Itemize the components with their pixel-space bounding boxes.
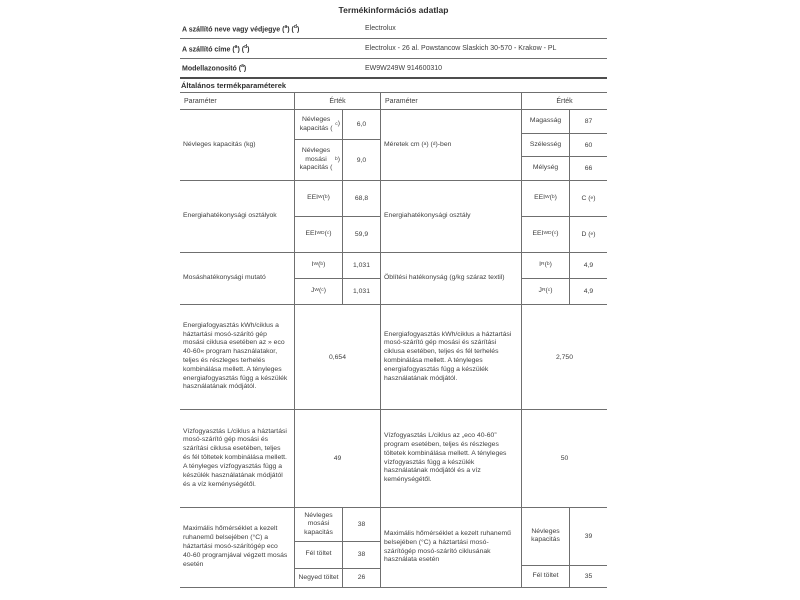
row-capacity-dimensions	[180, 110, 607, 181]
model-identifier-value: EW9W249W 914600310	[365, 64, 443, 72]
param-cell: Névleges kapacitás (kg)	[180, 110, 295, 180]
model-identifier-label: Modellazonosító ($^a$)	[182, 63, 247, 73]
row-max-temperature	[180, 508, 607, 588]
datasheet-document	[180, 0, 607, 588]
sub-label-cell: EEI W ( b )	[295, 181, 343, 216]
sub-label-cell: EEI W ( b )	[522, 181, 570, 216]
sub-label-cell: J R ( c )	[522, 279, 570, 304]
sub-label-cell: Névleges kapacitás	[522, 508, 570, 565]
value-cell: 68,8	[354, 195, 369, 202]
value-cell: D ( e )	[581, 231, 596, 238]
value-cell: 35	[584, 572, 593, 580]
value-cell: 87	[584, 117, 593, 125]
sub-row	[295, 278, 380, 304]
row-energy-efficiency	[180, 181, 607, 253]
row-efficiency-index	[180, 253, 607, 305]
sub-label-cell: EEI WD ( c )	[522, 217, 570, 252]
sub-row	[295, 216, 380, 252]
supplier-name-row	[180, 19, 607, 39]
value-cell: 38	[357, 520, 366, 528]
param-cell: Maximális hőmérséklet a kezelt ruhanemű belsejében (°C) a háztartási mosó-szárítógép mosó-szárító ciklusának használata esetén	[380, 508, 522, 587]
sub-row	[522, 156, 607, 180]
header-value-left: Érték	[329, 97, 346, 105]
param-cell: Maximális hőmérséklet a kezelt ruhanemű belsejében (°C) a háztartási mosó-szárítógép eco 40-60 programjával végzett mosás esetén	[180, 508, 295, 587]
value-cell: 1,031	[352, 262, 370, 269]
param-cell: Vízfogyasztás L/ciklus a háztartási mosó-szárító gép mosási és szárítási ciklusa esetében, teljes és fél töltetek kombinálása mellett. A tényleges vízfogyasztás függ a készülék használatának módjától és a víz keménységétől.	[180, 410, 295, 507]
value-cell: 4,9	[583, 262, 594, 269]
sub-row	[522, 278, 607, 304]
param-cell: Vízfogyasztás L/ciklus az „eco 40-60” program esetében, teljes és részleges töltetek kombinálása mellett. A tényleges vízfogyasztás függ a készülék használatának módjától és a víz keménységétől.	[380, 410, 522, 507]
sub-row	[295, 305, 380, 409]
sub-row	[522, 253, 607, 278]
sub-label-cell: Szélesség	[522, 134, 570, 157]
param-cell: Öblítési hatékonyság (g/kg száraz textil)	[380, 253, 522, 304]
supplier-name-label: A szállító neve vagy védjegye ($^a$) ($^d$)	[182, 23, 300, 34]
supplier-address-label: A szállító címe ($^a$) ($^d$)	[182, 43, 250, 54]
sub-row	[522, 181, 607, 216]
value-cell: 38	[357, 551, 366, 559]
header-value-right: Érték	[556, 97, 573, 105]
supplier-address-row	[180, 39, 607, 59]
table-header-row	[180, 92, 607, 110]
value-cell: 0,654	[328, 353, 346, 361]
value-cell: 2,750	[555, 353, 573, 361]
supplier-address-value: Electrolux - 26 al. Powstancow Slaskich 30-570 - Krakow - PL	[365, 45, 557, 52]
sub-label-cell: Negyed töltet	[295, 569, 343, 587]
param-cell: Energiahatékonysági osztályok	[180, 181, 295, 252]
sub-row	[295, 110, 380, 139]
general-parameters-table	[180, 92, 607, 588]
value-cell: 60	[584, 141, 593, 149]
param-cell: Energiafogyasztás kWh/ciklus a háztartási mosó-szárító gép mosási és szárítási ciklusa esetében, teljes és fél terhelés kombinálása mellett. A tényleges energiafogyasztás függ a készülék használatának módjától.	[380, 305, 522, 409]
sub-label-cell: I R ( b )	[522, 253, 570, 278]
sub-row	[295, 253, 380, 278]
sub-label-cell: Névleges mosási kapacitás ( b )	[295, 140, 343, 180]
value-cell: 6,0	[356, 121, 367, 129]
sub-label-cell: Névleges mosási kapacitás	[295, 508, 343, 541]
header-parameter-left: Paraméter	[180, 93, 295, 109]
sub-row	[522, 305, 607, 409]
row-energy-consumption	[180, 305, 607, 410]
sub-row	[522, 216, 607, 252]
sub-row	[295, 139, 380, 180]
document-title: Termékinformációs adatlap	[338, 5, 449, 15]
value-cell: C ( e )	[581, 195, 596, 202]
value-cell: 4,9	[583, 288, 594, 295]
model-identifier-row	[180, 59, 607, 79]
value-cell: 59,9	[354, 231, 369, 238]
sub-label-cell: J W ( c )	[295, 279, 343, 304]
value-cell: 26	[357, 574, 366, 582]
sub-label-cell: Névleges kapacitás ( c )	[295, 110, 343, 139]
value-cell: 49	[333, 455, 342, 462]
sub-row	[522, 508, 607, 565]
supplier-table	[180, 19, 607, 79]
param-cell: Méretek cm ( a ) ( d )-ben	[380, 110, 522, 180]
sub-label-cell: EEI WD ( c )	[295, 217, 343, 252]
sub-row	[522, 133, 607, 157]
sub-row	[295, 568, 380, 587]
param-cell: Energiahatékonysági osztály	[380, 181, 522, 252]
sub-label-cell: Magasság	[522, 110, 570, 133]
value-cell: 9,0	[356, 156, 367, 164]
sub-row	[522, 565, 607, 587]
value-cell: 66	[584, 165, 593, 173]
value-cell: 1,031	[352, 288, 370, 295]
sub-label-cell: Mélység	[522, 157, 570, 180]
sub-label-cell: Fél töltet	[522, 566, 570, 587]
row-water-consumption	[180, 410, 607, 508]
supplier-name-value: Electrolux	[365, 25, 396, 32]
sub-row	[522, 410, 607, 507]
sub-label-cell: I W ( b )	[295, 253, 343, 278]
sub-row	[295, 508, 380, 541]
param-cell: Energiafogyasztás kWh/ciklus a háztartási mosó-szárító gép mosási ciklusa esetében az » eco 40-60« program használatakor, teljes és részleges terhelés kombinálása mellett. A tényleges energiafogyasztás függ a készülék használatának módjától.	[180, 305, 295, 409]
value-cell: 39	[584, 532, 593, 540]
section-heading: Általános termékparaméterek	[181, 81, 287, 90]
sub-row	[295, 181, 380, 216]
sub-row	[522, 110, 607, 133]
sub-label-cell: Fél töltet	[295, 542, 343, 568]
param-cell: Mosáshatékonysági mutató	[180, 253, 295, 304]
sub-row	[295, 541, 380, 568]
sub-row	[295, 410, 380, 507]
value-cell: 50	[560, 455, 569, 462]
header-parameter-right: Paraméter	[380, 93, 522, 109]
